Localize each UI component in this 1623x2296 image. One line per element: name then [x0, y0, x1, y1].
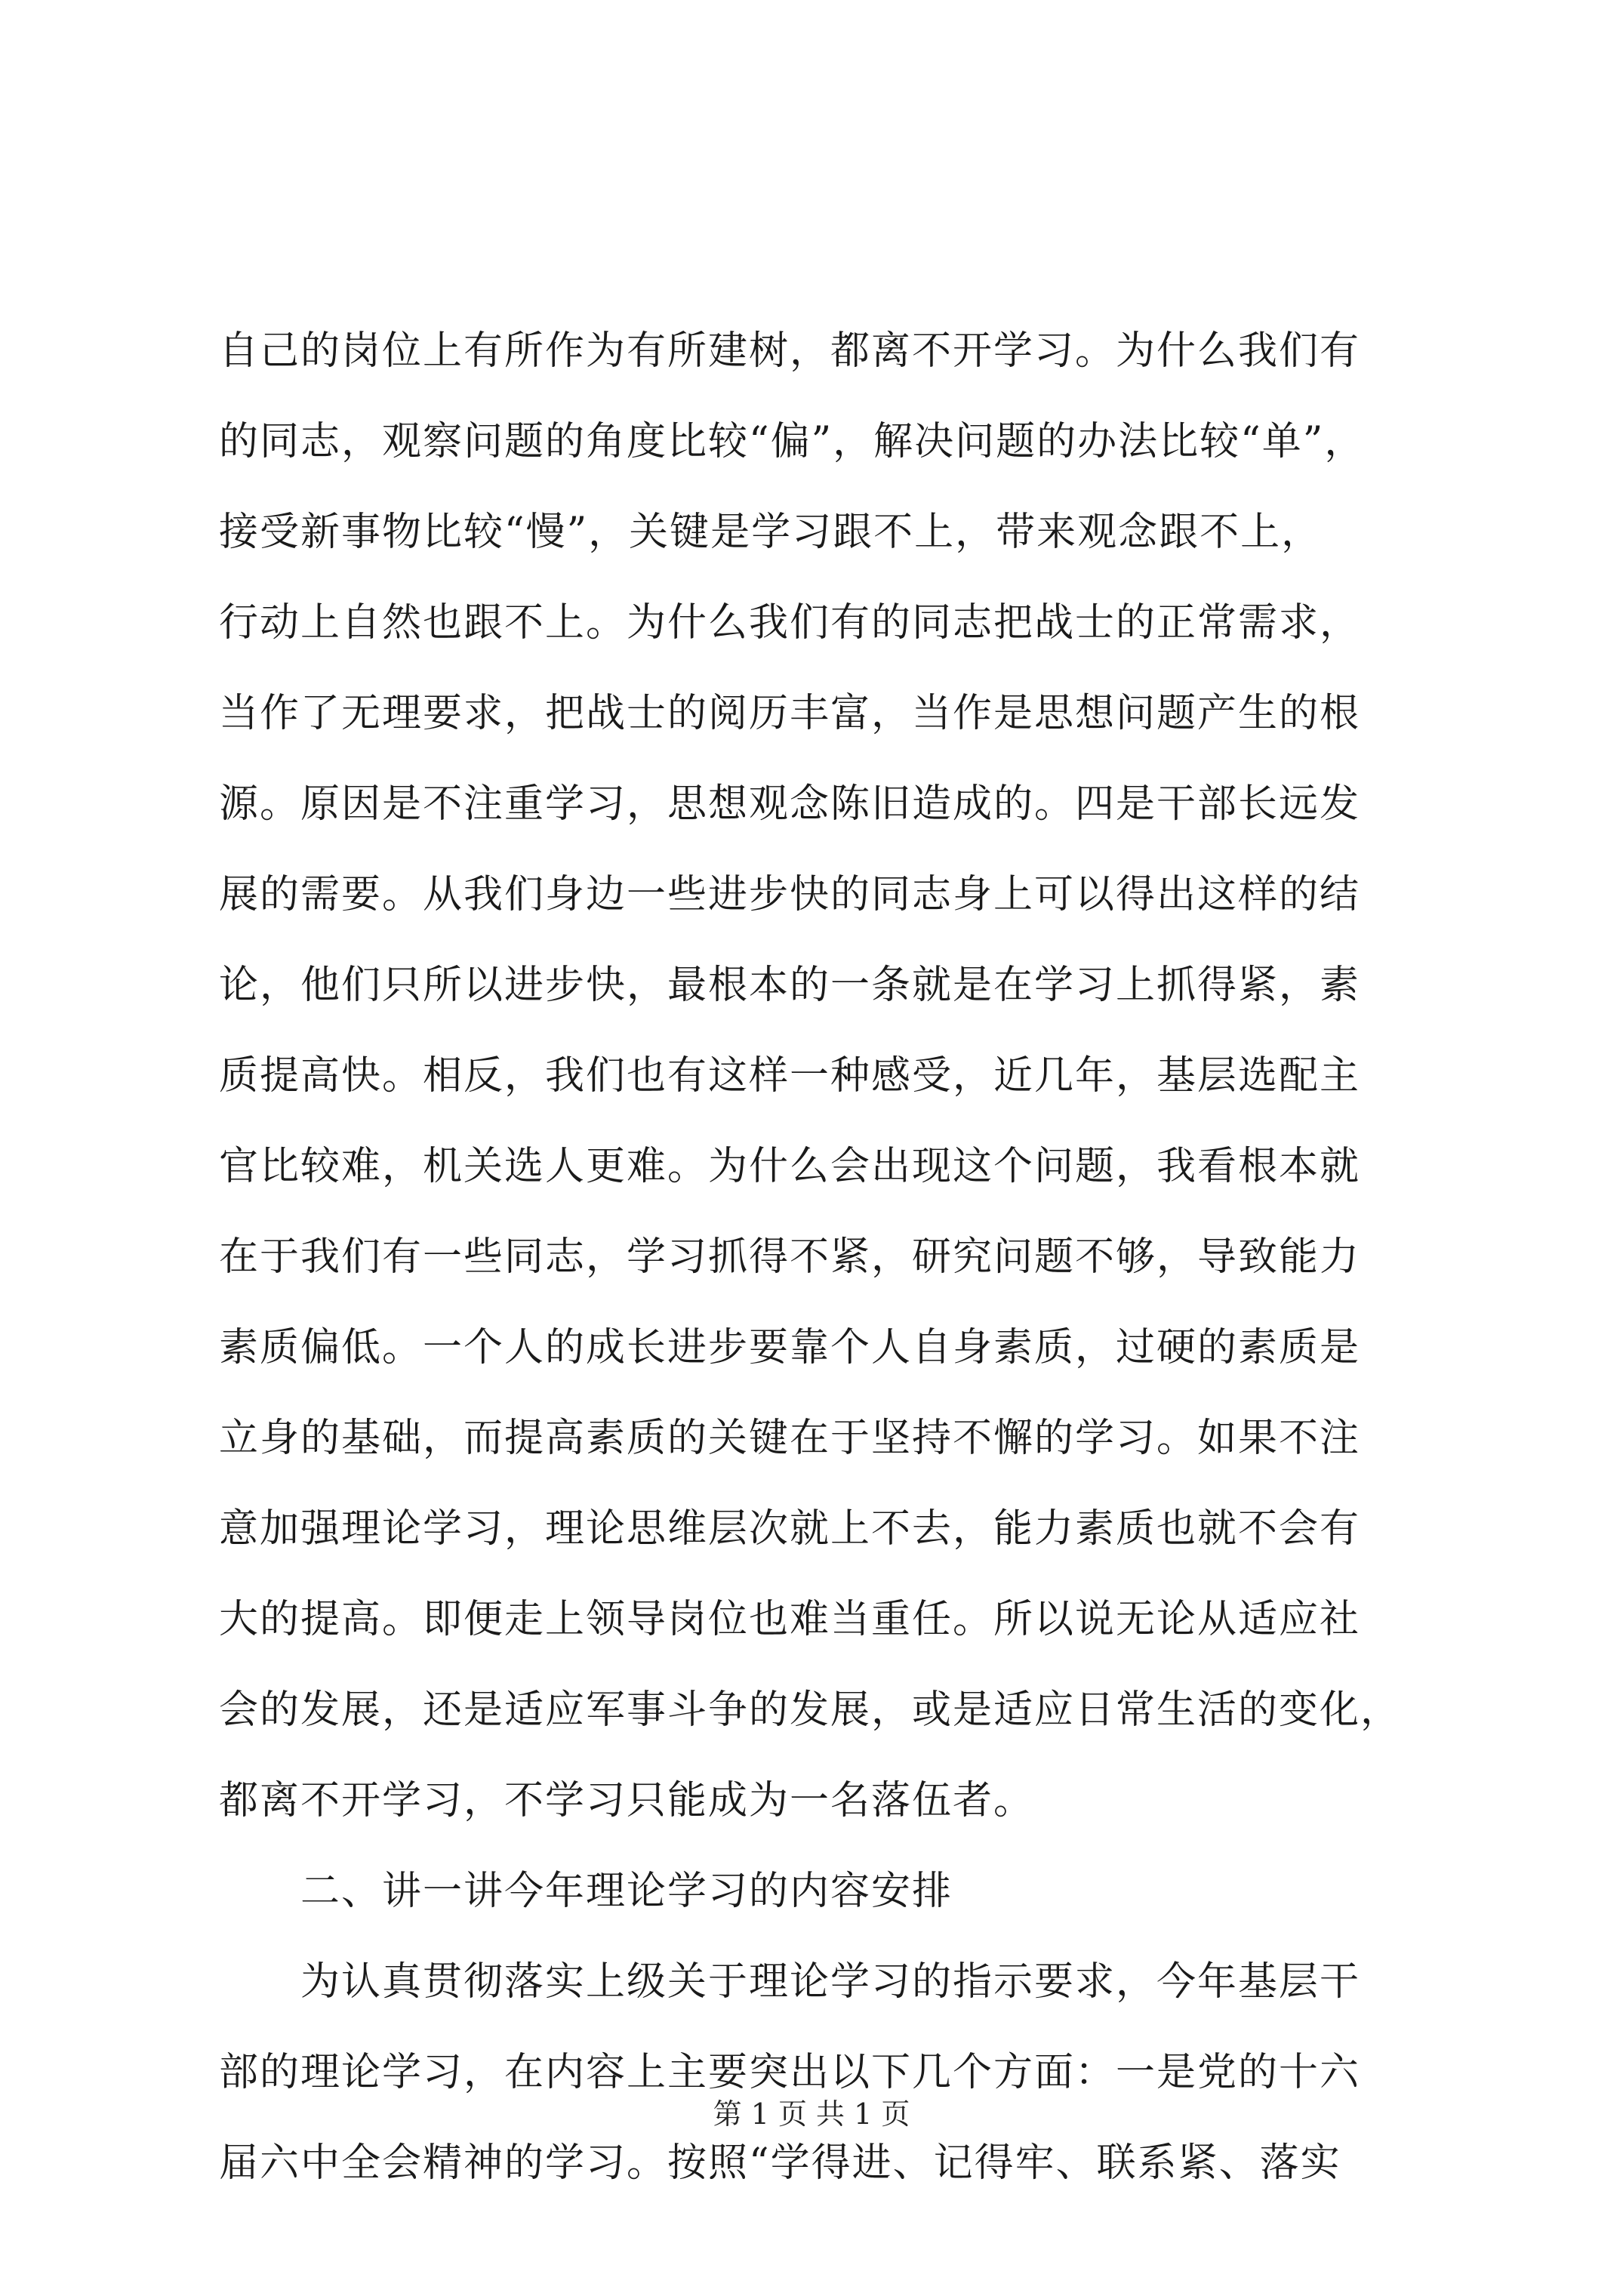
text-line: 自己的岗位上有所作为有所建树，都离不开学习。为什么我们有 [219, 328, 1361, 374]
text-line: 源。原因是不注重学习，思想观念陈旧造成的。四是干部长远发 [219, 781, 1361, 827]
text-line: 接受新事物比较“慢”，关键是学习跟不上，带来观念跟不上， [219, 510, 1323, 555]
text-line: 大的提高。即便走上领导岗位也难当重任。所以说无论从适应社 [219, 1597, 1361, 1642]
text-line: 在于我们有一些同志，学习抓得不紧，研究问题不够，导致能力 [219, 1234, 1361, 1280]
text-line: 立身的基础，而提高素质的关键在于坚持不懈的学习。如果不注 [219, 1416, 1361, 1461]
text-line: 届六中全会精神的学习。按照“学得进、记得牢、联系紧、落实 [219, 2140, 1341, 2186]
text-line: 为认真贯彻落实上级关于理论学习的指示要求，今年基层干 [300, 1959, 1361, 2005]
text-line: 当作了无理要求，把战士的阅历丰富，当作是思想问题产生的根 [219, 691, 1361, 736]
text-line: 行动上自然也跟不上。为什么我们有的同志把战士的正常需求， [219, 600, 1361, 646]
text-line: 都离不开学习，不学习只能成为一名落伍者。 [219, 1778, 1035, 1823]
section-heading: 二、讲一讲今年理论学习的内容安排 [300, 1869, 953, 1914]
body-text [219, 306, 1457, 2208]
text-line: 展的需要。从我们身边一些进步快的同志身上可以得出这样的结 [219, 872, 1361, 917]
text-line: 质提高快。相反，我们也有这样一种感受，近几年，基层选配主 [219, 1053, 1361, 1099]
text-line: 素质偏低。一个人的成长进步要靠个人自身素质，过硬的素质是 [219, 1325, 1361, 1370]
page-number: 第 1 页 共 1 页 [713, 2097, 910, 2131]
text-line: 意加强理论学习，理论思维层次就上不去，能力素质也就不会有 [219, 1506, 1361, 1552]
text-line: 论，他们只所以进步快，最根本的一条就是在学习上抓得紧，素 [219, 963, 1361, 1008]
text-line: 会的发展，还是适应军事斗争的发展，或是适应日常生活的变化， [219, 1687, 1402, 1733]
text-line: 的同志，观察问题的角度比较“偏”，解决问题的办法比较“单”， [219, 419, 1366, 464]
text-line: 部的理论学习，在内容上主要突出以下几个方面：一是党的十六 [219, 2050, 1361, 2095]
text-line: 官比较难，机关选人更难。为什么会出现这个问题，我看根本就 [219, 1144, 1361, 1189]
